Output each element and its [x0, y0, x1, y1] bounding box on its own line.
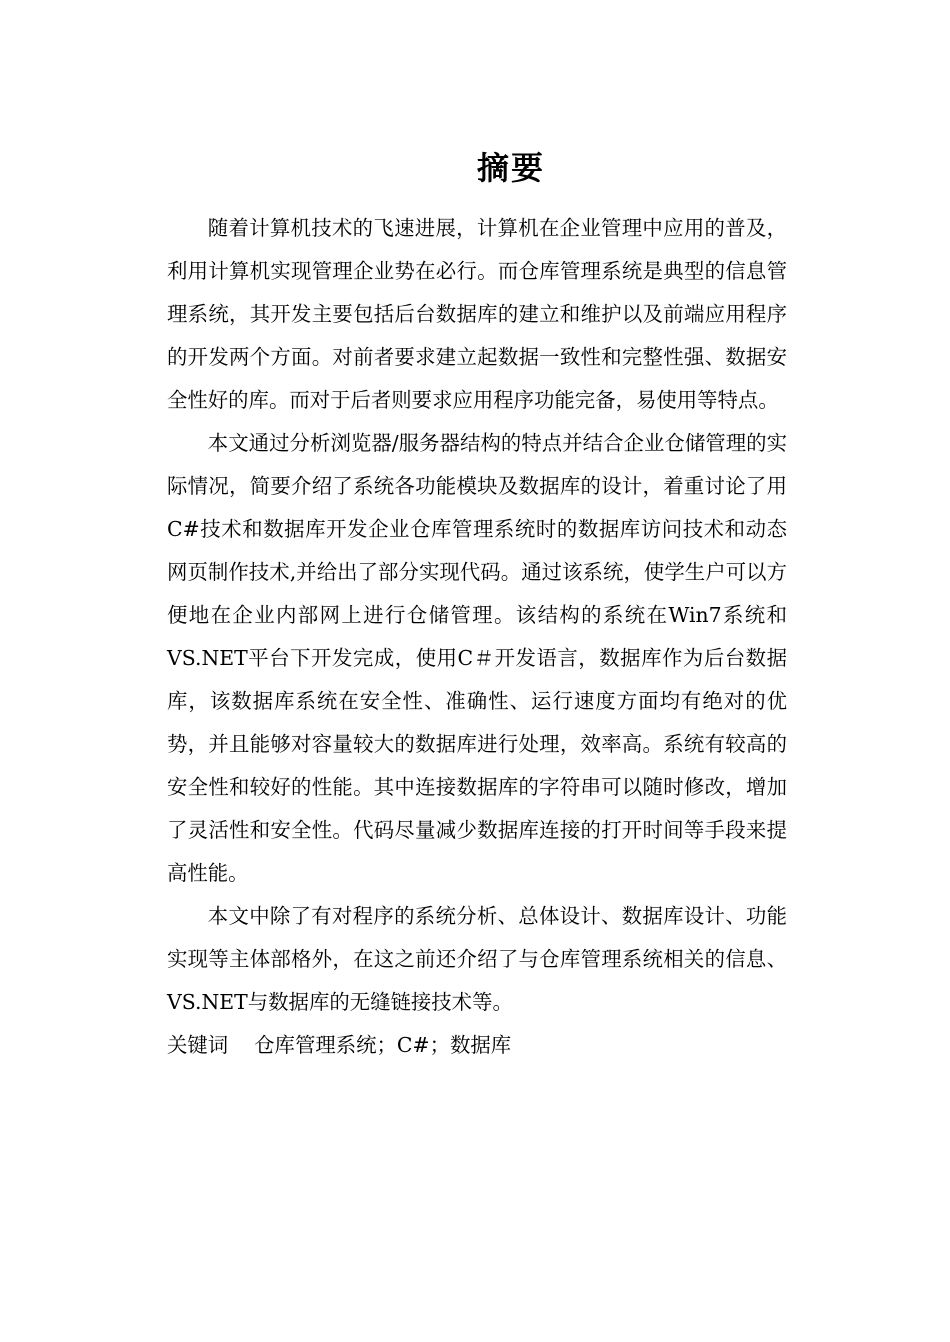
abstract-paragraph-1: 随着计算机技术的飞速进展，计算机在企业管理中应用的普及，利用计算机实现管理企业势在必行。而仓库管理系统是典型的信息管理系统，其开发主要包括后台数据库的建立和维护以及前端应用程序的开发两个方面。对前者要求建立起数据一致性和完整性强、数据安全性好的库。而对于后者则要求应用程序功能完备，易使用等特点。 [167, 216, 787, 412]
keywords-text: 仓库管理系统；C#；数据库 [254, 1033, 512, 1057]
keywords-line [167, 1024, 787, 1067]
keywords-label: 关键词 [167, 1033, 229, 1057]
abstract-body [167, 207, 787, 1067]
page-title: 摘要 [476, 149, 545, 187]
abstract-paragraph-2: 本文通过分析浏览器/服务器结构的特点并结合企业仓储管理的实际情况，简要介绍了系统各功能模块及数据库的设计，着重讨论了用 C#技术和数据库开发企业仓库管理系统时的数据库访问技术和动态网页制作技术,并给出了部分实现代码。通过该系统，使学生户可以方便地在企业内部网上进行仓储管理。该结构的系统在Win7系统和VS.NET平台下开发完成，使用C＃开发语言，数据库作为后台数据库，该数据库系统在安全性、准确性、运行速度方面均有绝对的优势，并且能够对容量较大的数据库进行处理，效率高。系统有较高的安全性和较好的性能。其中连接数据库的字符串可以随时修改，增加了灵活性和安全性。代码尽量减少数据库连接的打开时间等手段来提高性能。 [167, 431, 787, 885]
abstract-paragraph-3: 本文中除了有对程序的系统分析、总体设计、数据库设计、功能实现等主体部格外，在这之前还介绍了与仓库管理系统相关的信息、VS.NET与数据库的无缝链接技术等。 [167, 904, 787, 1014]
